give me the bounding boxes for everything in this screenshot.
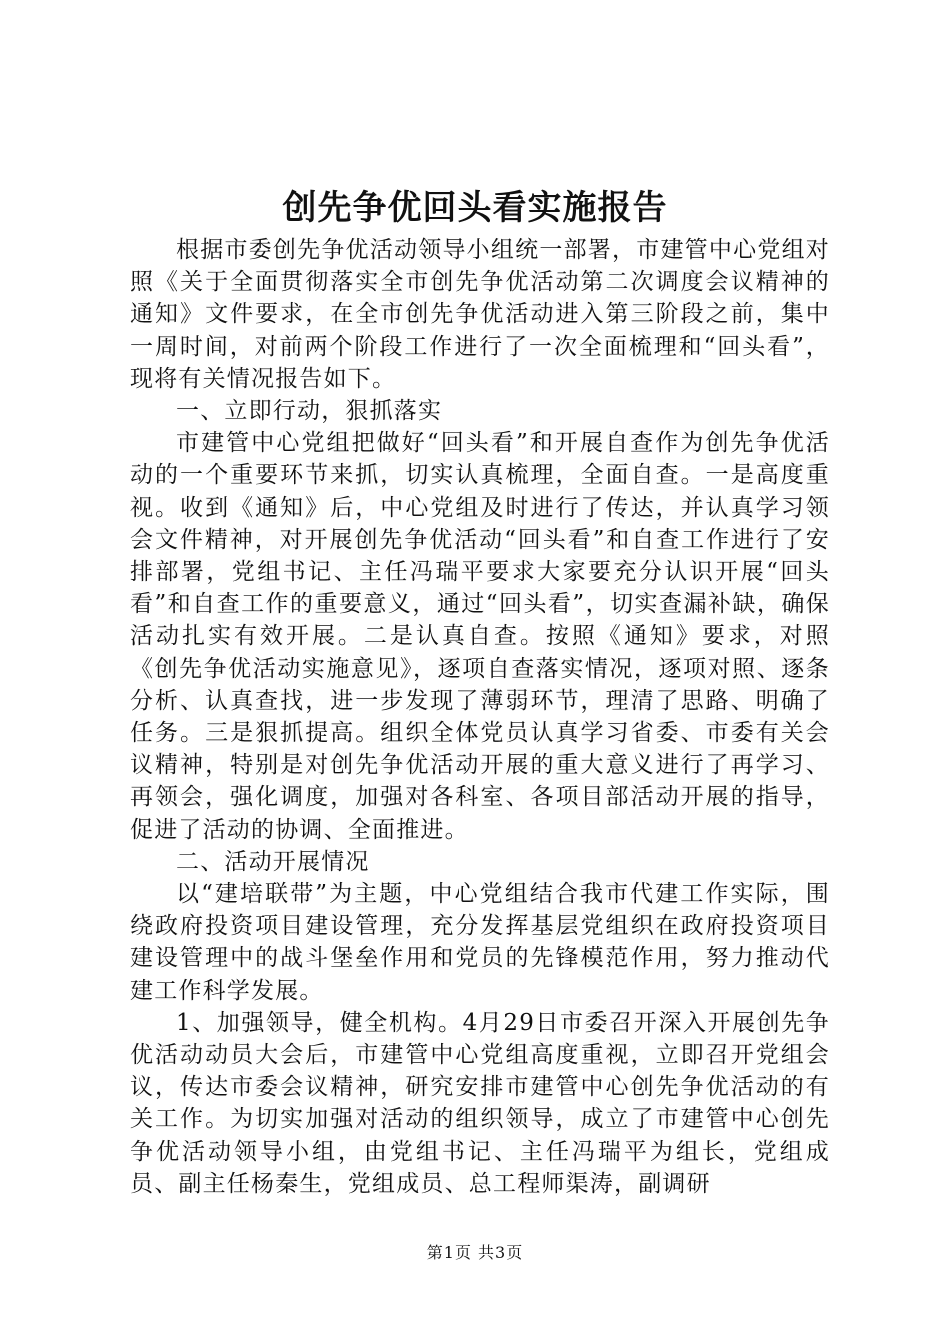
document-title: 创先争优回头看实施报告 xyxy=(282,188,668,228)
section-1-paragraph: 市建管中心党组把做好“回头看”和开展自查作为创先争优活动的一个重要环节来抓，切实认真梳理，全面自查。一是高度重视。收到《通知》后，中心党组及时进行了传达，并认真学习领会文件精神，对开展创先争优活动“回头看”和自查工作进行了安排部署，党组书记、主任冯瑞平要求大家要充分认识开展“回头看”和自查工作的重要意义，通过“回头看”，切实查漏补缺，确保活动扎实有效开展。二是认真自查。按照《通知》要求，对照《创先争优活动实施意见》，逐项自查落实情况，逐项对照、逐条分析、认真查找，进一步发现了薄弱环节，理清了思路、明确了任务。三是狠抓提高。组织全体党员认真学习省委、市委有关会议精神，特别是对创先争优活动开展的重大意义进行了再学习、再领会，强化调度，加强对各科室、各项目部活动开展的指导，促进了活动的协调、全面推进。 xyxy=(130,430,830,843)
document-body xyxy=(130,234,830,1200)
intro-paragraph: 根据市委创先争优活动领导小组统一部署，市建管中心党组对照《关于全面贯彻落实全市创先争优活动第二次调度会议精神的通知》文件要求，在全市创先争优活动进入第三阶段之前，集中一周时间，对前两个阶段工作进行了一次全面梳理和“回头看”，现将有关情况报告如下。 xyxy=(130,237,830,392)
section-heading-2: 二、活动开展情况 xyxy=(176,848,370,875)
page-number-footer: 第1页 共3页 xyxy=(426,1243,524,1262)
section-2-item-1-paragraph: 1、加强领导，健全机构。4月29日市委召开深入开展创先争优活动动员大会后，市建管中心党组高度重视，立即召开党组会议，传达市委会议精神，研究安排市建管中心创先争优活动的有关工作。为切实加强对活动的组织领导，成立了市建管中心创先争优活动领导小组，由党组书记、主任冯瑞平为组长，党组成员、副主任杨秦生，党组成员、总工程师渠涛，副调研 xyxy=(130,1009,830,1197)
section-2-intro-paragraph: 以“建培联带”为主题，中心党组结合我市代建工作实际，围绕政府投资项目建设管理，充分发挥基层党组织在政府投资项目建设管理中的战斗堡垒作用和党员的先锋模范作用，努力推动代建工作科学发展。 xyxy=(130,881,830,1004)
section-heading-1: 一、立即行动，狠抓落实 xyxy=(176,398,443,425)
